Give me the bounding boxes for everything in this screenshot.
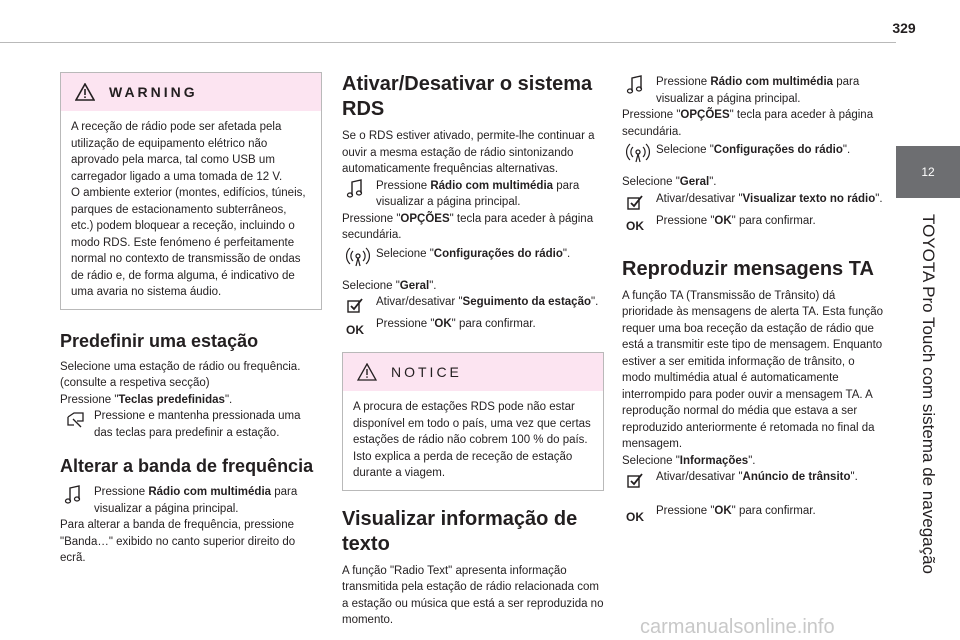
warning-text-1: A receção de rádio pode ser afetada pela utilização de equipamento elétrico não aprovado pela marca, tal como USB um carregador ligado a uma tomada de 12 V. [71, 121, 283, 183]
rds-text-3: Selecione "Geral". [342, 279, 437, 292]
text-info-text: A função "Radio Text" apresenta informação transmitida pela estação de rádio relacionada com a estação ou música que está a ser reproduzida no momento. [342, 564, 604, 626]
chapter-tab[interactable]: 12 [896, 146, 960, 198]
col3-text-2: Selecione "Geral". [622, 176, 717, 188]
rds-step-4 [342, 316, 604, 338]
notice-text: A procura de estações RDS pode não estar disponível em todo o país, uma vez que certas estações de rádio não cobrem 100 % do país. Isto explica a perda de receção de estação durante a viagem. [353, 401, 591, 479]
text-info-heading: Visualizar informação de texto [342, 507, 578, 555]
ta-text-2: Selecione "Informações". [622, 454, 756, 467]
warning-title: WARNING [109, 83, 198, 100]
ta-step-1 [622, 469, 884, 491]
preset-text-2: (consulte a respetiva secção) [60, 377, 210, 389]
checkbox-icon [622, 191, 656, 213]
warning-header [61, 73, 321, 111]
chapter-side-title: TOYOTA Pro Touch com sistema de navegação [919, 214, 938, 575]
preset-text-3: Pressione "Teclas predefinidas". [60, 393, 233, 406]
rds-step-1-text: Pressione Rádio com multimédia para visualizar a página principal. [376, 179, 580, 208]
warning-text-2: O ambiente exterior (montes, edifícios, túneis, parques de estacionamento subterrâneos, etc.) podem bloquear a receção, incluindo o modo RDS. Este fenómeno é perfeitamente normal no contexto de transmissão de ondas de rádio e, de forma alguma, é indicativo de uma avaria no sistema áudio. [71, 187, 306, 298]
ok-icon: OK [626, 509, 644, 524]
warning-body [61, 111, 321, 309]
preset-star-icon [60, 408, 94, 430]
col3-step-1-text: Pressione Rádio com multimédia para visualizar a página principal. [656, 76, 860, 105]
col3-step-2-text: Selecione "Configurações do rádio". [656, 144, 851, 156]
col3-step-4 [622, 213, 884, 235]
rds-step-2-text: Selecione "Configurações do rádio". [376, 247, 571, 260]
col3-step-1 [622, 74, 884, 107]
music-note-icon [622, 74, 656, 96]
watermark: carmanualsonline.info [640, 616, 835, 638]
notice-triangle-icon [357, 363, 377, 381]
column-3 [622, 74, 884, 525]
rds-step-3-text: Ativar/desativar "Seguimento da estação". [376, 296, 599, 308]
ta-heading: Reproduzir mensagens TA [622, 257, 874, 280]
rds-step-3 [342, 294, 604, 316]
rds-step-2 [342, 246, 604, 268]
band-step [60, 484, 322, 517]
notice-body [343, 391, 603, 490]
music-note-icon [60, 484, 94, 506]
preset-text-1: Selecione uma estação de rádio ou frequência. [60, 360, 301, 373]
radio-signal-icon [622, 142, 656, 164]
preset-heading: Predefinir uma estação [60, 330, 259, 351]
radio-signal-icon [342, 246, 376, 268]
notice-box [342, 352, 604, 491]
col3-text-1: Pressione "OPÇÕES" tecla para aceder à página secundária. [622, 109, 874, 138]
band-heading: Alterar a banda de frequência [60, 456, 314, 476]
notice-title: NOTICE [391, 363, 462, 380]
rds-step-4-text: Pressione "OK" para confirmar. [376, 318, 536, 330]
band-step-text: Pressione Rádio com multimédia para visualizar a página principal. [94, 486, 298, 515]
column-2 [342, 72, 604, 629]
warning-box [60, 72, 322, 310]
rds-text-2: Pressione "OPÇÕES" tecla para aceder à página secundária. [342, 212, 594, 241]
ta-step-2 [622, 503, 884, 525]
col3-step-2 [622, 142, 884, 164]
header-divider [0, 42, 896, 43]
checkbox-icon [342, 294, 376, 316]
page-number: 329 [892, 20, 916, 36]
preset-step-text: Pressione e mantenha pressionada uma das teclas para predefinir a estação. [94, 410, 301, 439]
ta-step-1-text: Ativar/desativar "Anúncio de trânsito". [656, 471, 858, 483]
ok-icon: OK [346, 322, 364, 337]
checkbox-icon [622, 469, 656, 491]
column-1 [60, 72, 322, 567]
rds-heading: Ativar/Desativar o sistema RDS [342, 73, 593, 120]
col3-step-4-text: Pressione "OK" para confirmar. [656, 214, 816, 227]
rds-step-1 [342, 178, 604, 211]
rds-text-1: Se o RDS estiver ativado, permite-lhe continuar a ouvir a mesma estação de rádio sintonizando automaticamente frequências alternativas. [342, 130, 595, 175]
music-note-icon [342, 178, 376, 200]
notice-header [343, 353, 603, 391]
col3-step-3-text: Ativar/desativar "Visualizar texto no rádio". [656, 192, 883, 205]
band-text: Para alterar a banda de frequência, pressione "Banda…" exibido no canto superior direito do ecrã. [60, 519, 296, 564]
preset-step [60, 408, 322, 441]
ta-step-2-text: Pressione "OK" para confirmar. [656, 505, 816, 517]
ok-icon: OK [626, 219, 644, 233]
col3-step-3 [622, 191, 884, 213]
warning-triangle-icon [75, 83, 95, 101]
ta-text-1: A função TA (Transmissão de Trânsito) dá prioridade às mensagens de alerta TA. Esta função requer uma boa receção da estação de rádio que está a transmitir este tipo de mensagem. Enquanto estiver a ser emitida informação de trânsito, o modo multimédia atual é automaticamente interrompido para poder ouvir a mensagem TA. A reprodução normal do média que estava a ser reproduzido anteriormente é retomada no final da mensagem. [622, 289, 884, 450]
